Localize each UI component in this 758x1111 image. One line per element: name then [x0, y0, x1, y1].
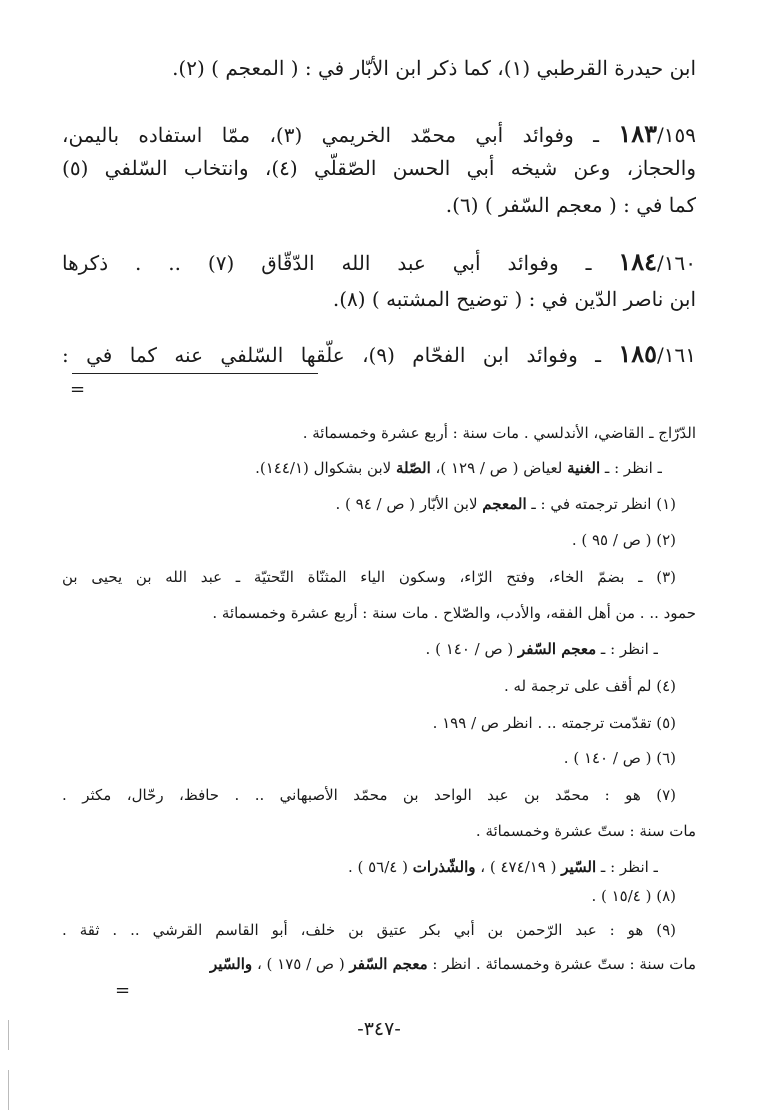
entry-185-text: /١٦١ ـ وفوائد ابن الفحّام (٩)، علّقها السّلفي عنه كما في :: [62, 343, 696, 367]
footnote-1: (١) انظر ترجمته في : ـ المعجم لابن الأبّار ( ص / ٩٤ ) .: [335, 495, 676, 513]
footnote-3-line-1: (٣) ـ بضمّ الخاء، وفتح الرّاء، وسكون الياء المثنّاة التّحتيّة ـ عبد الله بن يحيى بن: [62, 568, 676, 586]
entry-183-line-3: كما في : ( معجم السّفر ) (٦).: [445, 193, 696, 217]
page-number: -٣٤٧-: [357, 1018, 401, 1040]
entry-184-line-2: ابن ناصر الدّين في : ( توضيح المشتبه ) (٨).: [332, 287, 696, 311]
entry-183-line-1: [62, 118, 696, 151]
footnote-9-line-2: مات سنة : ستّ عشرة وخمسمائة . انظر : معجم السّفر ( ص / ١٧٥ ) ، والسّير: [210, 955, 696, 973]
entry-183-text: /١٥٩ ـ وفوائد أبي محمّد الخريمي (٣)، ممّا استفاده باليمن،: [62, 123, 696, 147]
footnote-2: (٢) ( ص / ٩٥ ) .: [571, 531, 676, 549]
footnote-7-line-1: (٧) هو : محمّد بن عبد الواحد بن محمّد الأصبهاني .. . حافظ، رحّال، مكثر .: [62, 786, 676, 804]
page-edge-mark: [8, 1020, 9, 1050]
footnote-continuation-2: ـ انظر : ـ الغنية لعياض ( ص / ١٢٩ )، الصّلة لابن بشكوال (١٤٤/١).: [255, 459, 662, 477]
footnote-continuation-1: الدّرّاج ـ القاضي، الأندلسي . مات سنة : أربع عشرة وخمسمائة .: [302, 424, 696, 442]
continuation-mark-bottom: =: [115, 980, 131, 1001]
entry-183-line-2: والحجاز، وعن شيخه أبي الحسن الصّقلّي (٤)، وانتخاب السّلفي (٥): [62, 156, 696, 180]
footnote-3-line-3: ـ انظر : ـ معجم السّفر ( ص / ١٤٠ ) .: [425, 640, 658, 658]
footnote-4: (٤) لم أقف على ترجمة له .: [503, 677, 676, 695]
footnote-7-line-2: مات سنة : ستّ عشرة وخمسمائة .: [475, 822, 696, 840]
entry-184-text: /١٦٠ ـ وفوائد أبي عبد الله الدّقّاق (٧) .. . ذكرها: [62, 251, 696, 275]
entry-184-line-1: [62, 246, 696, 279]
continuation-mark-top: =: [70, 379, 86, 400]
footnote-3-line-2: حمود .. . من أهل الفقه، والأدب، والصّلاح . مات سنة : أربع عشرة وخمسمائة .: [212, 604, 696, 622]
footnote-9-line-1: (٩) هو : عبد الرّحمن بن أبي بكر عتيق بن خلف، أبو القاسم القرشي .. . ثقة .: [62, 921, 676, 939]
footnote-separator: [72, 373, 318, 374]
entry-185-number: ١٨٥: [618, 339, 658, 368]
footnote-8: (٨) ( ١٥/٤ ) .: [591, 887, 676, 905]
footnote-6: (٦) ( ص / ١٤٠ ) .: [563, 749, 676, 767]
entry-184-number: ١٨٤: [618, 247, 658, 276]
footnote-5: (٥) تقدّمت ترجمته .. . انظر ص / ١٩٩ .: [432, 714, 676, 732]
text-line-1: ابن حيدرة القرطبي (١)، كما ذكر ابن الأبّار في : ( المعجم ) (٢).: [172, 56, 696, 80]
entry-183-number: ١٨٣: [618, 119, 658, 148]
entry-185-line-1: [62, 338, 696, 371]
footnote-7-line-3: ـ انظر : ـ السّير ( ٤٧٤/١٩ ) ، والشّذرات ( ٥٦/٤ ) .: [347, 858, 658, 876]
page-edge-mark-lower: [8, 1070, 9, 1110]
